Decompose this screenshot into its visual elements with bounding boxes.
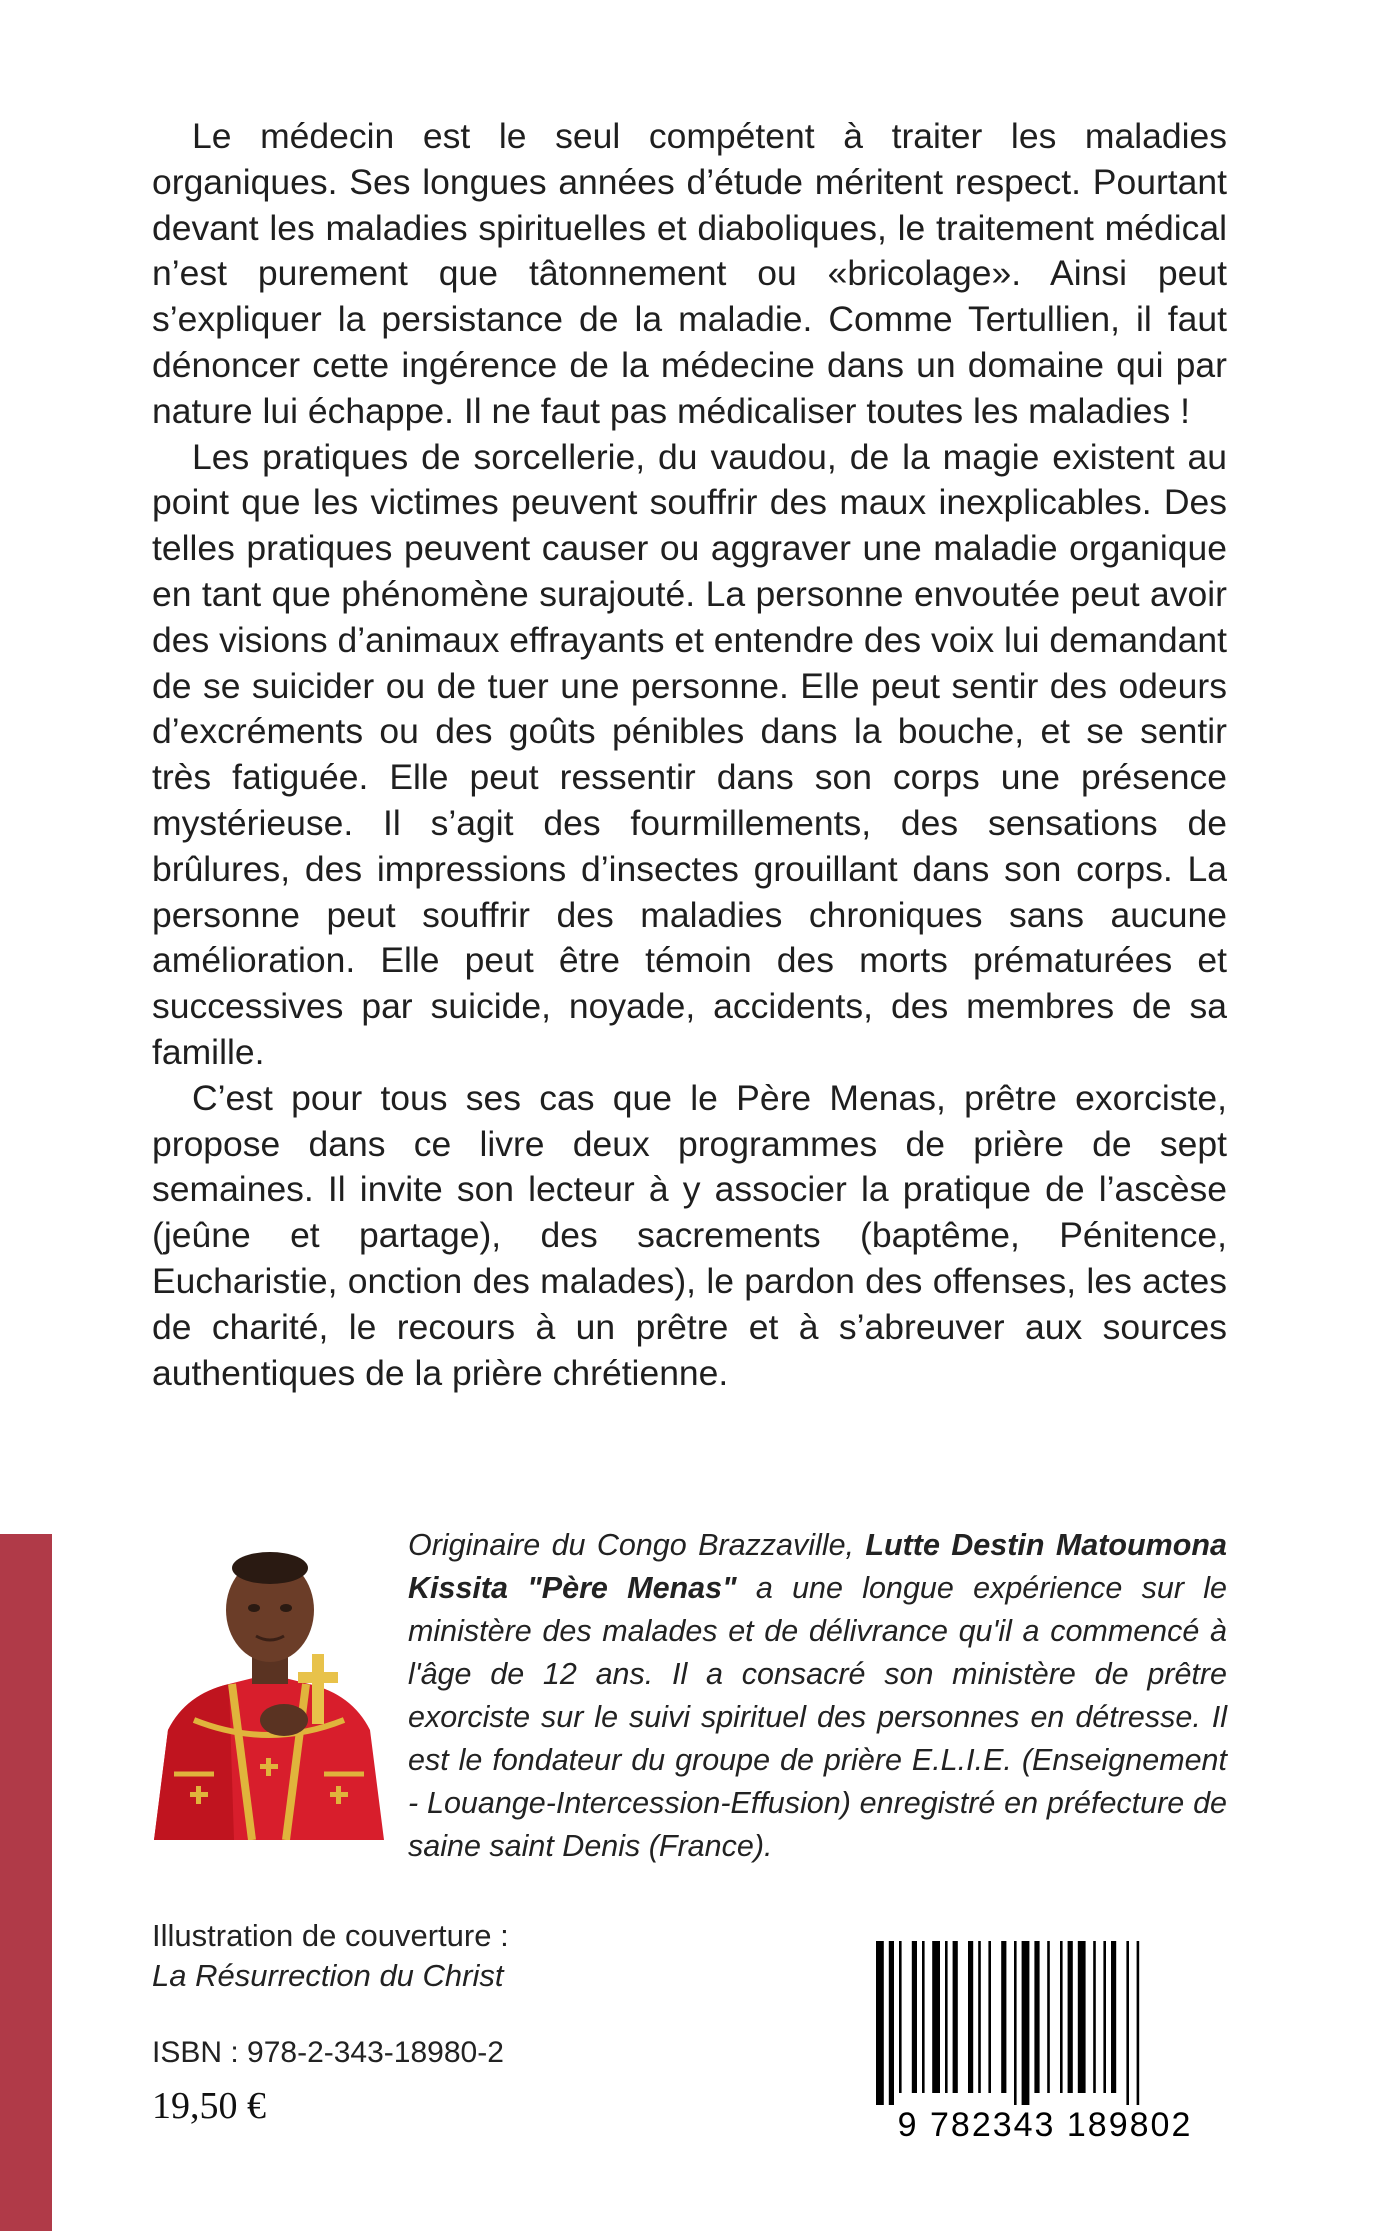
description-paragraph: Les pratiques de sorcellerie, du vaudou, de la magie existent au point que les victimes peuvent souffrir des maux inexplicables. Des telles pratiques peuvent causer ou aggraver une maladie organique en tant que phénomène surajouté. La personne envoutée peut avoir des visions d’animaux effrayants et entendre des voix lui demandant de se suicider ou de tuer une personne. Elle peut sentir des odeurs d’excréments ou des goûts pénibles dans la bouche, et se sentir très fatiguée. Elle peut ressentir dans son corps une présence mystérieuse. Il s’agit des fourmillements, des sensations de brûlures, des impressions d’insectes grouillant dans son corps. La personne peut souffrir des maladies chroniques sans aucune amélioration. Elle peut être témoin des morts prématurées et successives par suicide, noyade, accidents, des membres de sa famille. — [152, 436, 1227, 1072]
barcode-bars-image — [862, 1941, 1228, 2105]
author-name: Lutte Destin Matoumona Kissita "Père Menas" — [408, 1528, 1227, 1605]
author-photo — [134, 1524, 404, 1840]
illustration-title: La Résurrection du Christ — [152, 1958, 504, 1993]
description-paragraph: Le médecin est le seul compétent à traiter les maladies organiques. Ses longues années d’étude méritent respect. Pourtant devant les maladies spirituelles et diaboliques, le traitement médical n’est purement que tâtonnement ou «bricolage». Ainsi peut s’expliquer la persistance de la maladie. Comme Tertullien, il faut dénoncer cette ingérence de la médecine dans un domaine qui par nature lui échappe. Il ne faut pas médicaliser toutes les maladies ! — [152, 116, 1227, 431]
illustration-label: Illustration de couverture : — [152, 1918, 509, 1953]
price-text: 19,50 € — [152, 2085, 266, 2127]
accent-side-bar — [0, 1534, 52, 2231]
description-paragraph: C’est pour tous ses cas que le Père Menas, prêtre exorciste, propose dans ce livre deux programmes de prière de sept semaines. Il invite son lecteur à y associer la pratique de l’ascèse (jeûne et partage), des sacrements (baptême, Pénitence, Eucharistie, onction des malades), le pardon des offenses, les actes de charité, le recours à un prêtre et à s’abreuver aux sources authentiques de la prière chrétienne. — [152, 1077, 1227, 1393]
barcode — [862, 1941, 1228, 2145]
author-bio — [408, 1524, 1227, 1868]
author-section — [134, 1524, 1227, 1863]
author-bio-intro: Originaire du Congo Brazzaville, — [408, 1528, 866, 1562]
barcode-digits: 9 782343 189802 — [897, 2106, 1193, 2144]
author-bio-rest: a une longue expérience sur le ministère des malades et de délivrance qu'il a commencé à l'âge de 12 ans. Il a consacré son ministère de prêtre exorciste sur le suivi spirituel des personnes en détresse. Il est le fondateur du groupe de prière E.L.I.E. (Enseignement - Louange-Intercession-Effusion) enregistré en préfecture de saine saint Denis (France). — [408, 1571, 1227, 1863]
isbn-text: ISBN : 978-2-343-18980-2 — [152, 2036, 504, 2069]
back-cover-description — [152, 114, 1227, 1396]
cover-credits — [152, 1916, 712, 1996]
priest-portrait-image — [134, 1524, 404, 1840]
